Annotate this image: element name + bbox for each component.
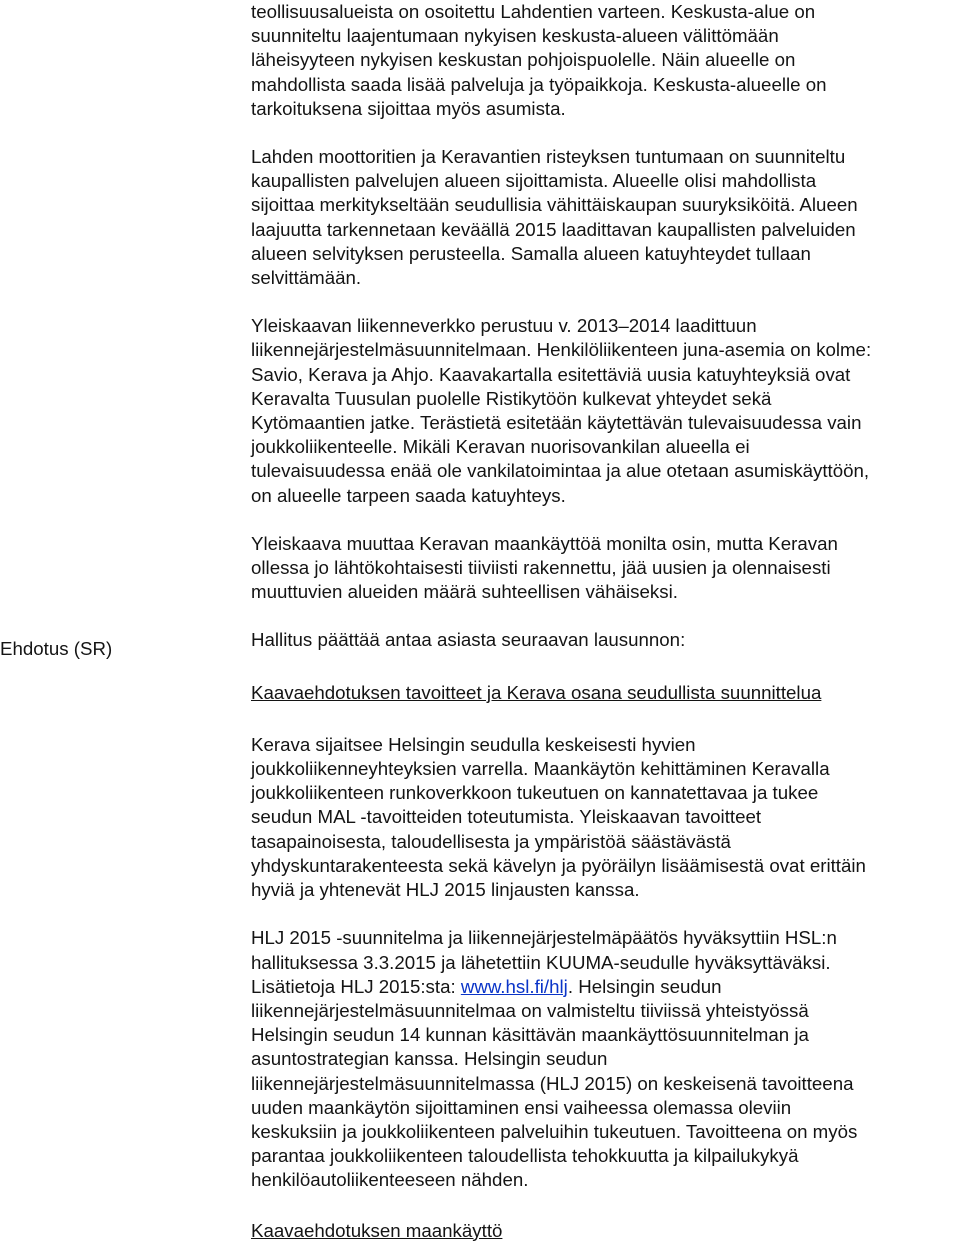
section-heading-land-use: Kaavaehdotuksen maankäyttö: [251, 1219, 503, 1241]
section-heading-goals: Kaavaehdotuksen tavoitteet ja Kerava osana seudullista suunnittelua: [251, 681, 822, 703]
paragraph-hlj-2015: [251, 926, 957, 1192]
document-body: [251, 0, 957, 1243]
paragraph-land-use-change: Yleiskaava muuttaa Keravan maankäyttöä monilta osin, mutta Keravan ollessa jo lähtökohtaisesti tiiviisti rakennettu, jää uusien ja olennaisesti muuttuvien alueiden määrä suhteellisen vähäiseksi.: [251, 532, 838, 603]
paragraph-city-centre: teollisuusalueista on osoitettu Lahdentien varteen. Keskusta-alue on suunniteltu laajentumaan nykyisen keskusta-alueen välittömään läheisyyteen nykyisen keskustan pohjoispuolelle. Näin alueelle on mahdollista saada lisää palveluja ja työpaikkoja. Keskusta-alueelle on tarkoituksena sijoittaa myös asumista.: [251, 1, 827, 119]
paragraph-commercial-area: Lahden moottoritien ja Keravantien risteyksen tuntumaan on suunniteltu kaupallisten palvelujen alueen sijoittamista. Alueelle olisi mahdollista sijoittaa merkitykseltään seudullisia vähittäiskaupan suuryksiköitä. Alueen laajuutta tarkennetaan keväällä 2015 laadittavan kaupallisten palveluiden alueen selvityksen perusteella. Samalla alueen katuyhteydet tullaan selvittämään.: [251, 146, 858, 289]
paragraph-traffic-network: Yleiskaavan liikenneverkko perustuu v. 2013–2014 laadittuun liikennejärjestelmäsuunnitelmaan. Henkilöliikenteen juna-asemia on kolme: Savio, Kerava ja Ahjo. Kaavakartalla esitettäviä uusia katuyhteyksiä ovat Keravalta Tuusulan puolelle Ristikytöön kulkevat yhteydet sekä Kytömaantien jatke. Terästietä esitetään käytettävän tulevaisuudessa vain joukkoliikenteelle. Mikäli Keravan nuorisovankilan alueella ei tulevaisuudessa enää ole vankilatoimintaa ja alue otetaan asumiskäyttöön, on alueelle tarpeen saada katuyhteys.: [251, 315, 872, 506]
hlj-text-end: . Helsingin seudun liikennejärjestelmäsuunnitelmaa on valmisteltu tiiviissä yhteistyössä Helsingin seudun 14 kunnan käsittävän maankäyttösuunnitelman ja asuntostrategian kanssa. Helsingin seudun liikennejärjestelmäsuunnitelmassa (HLJ 2015) on keskeisenä tavoitteena uuden maankäytön sijoittaminen ensi vaiheessa olemassa oleviin keskuksiin ja joukkoliikenteen palveluihin tukeutuen. Tavoitteena on myös parantaa joukkoliikenteen taloudellista tehokkuutta ja kilpailukykyä henkilöautoliikenteeseen nähden.: [251, 975, 858, 1191]
proposal-label: Ehdotus (SR): [0, 638, 113, 659]
paragraph-board-decision: Hallitus päättää antaa asiasta seuraavan lausunnon:: [251, 629, 686, 651]
hlj-text-start: HLJ 2015 -suunnitelma ja liikennejärjestelmäpäätös hyväksyttiin HSL:n hallituksessa 3.3.2015 ja lähetettiin KUUMA-seudulle hyväksyttäväksi. Lisätietoja HLJ 2015:sta:: [251, 927, 837, 997]
hsl-link[interactable]: www.hsl.fi/hlj: [460, 975, 568, 997]
paragraph-regional-planning: Kerava sijaitsee Helsingin seudulla keskeisesti hyvien joukkoliikenneyhteyksien varrella. Maankäytön kehittäminen Keravalla joukkoliikenteen runkoverkkoon tukeutuen on kannatettavaa ja tukee seudun MAL -tavoitteiden toteutumista. Yleiskaavan tavoitteet tasapainoisesta, taloudellisesta ja ympäristöä säästävästä yhdyskuntarakenteesta sekä kävelyn ja pyöräilyn lisäämisestä ovat erittäin hyviä ja yhtenevät HLJ 2015 linjausten kanssa.: [251, 733, 866, 901]
